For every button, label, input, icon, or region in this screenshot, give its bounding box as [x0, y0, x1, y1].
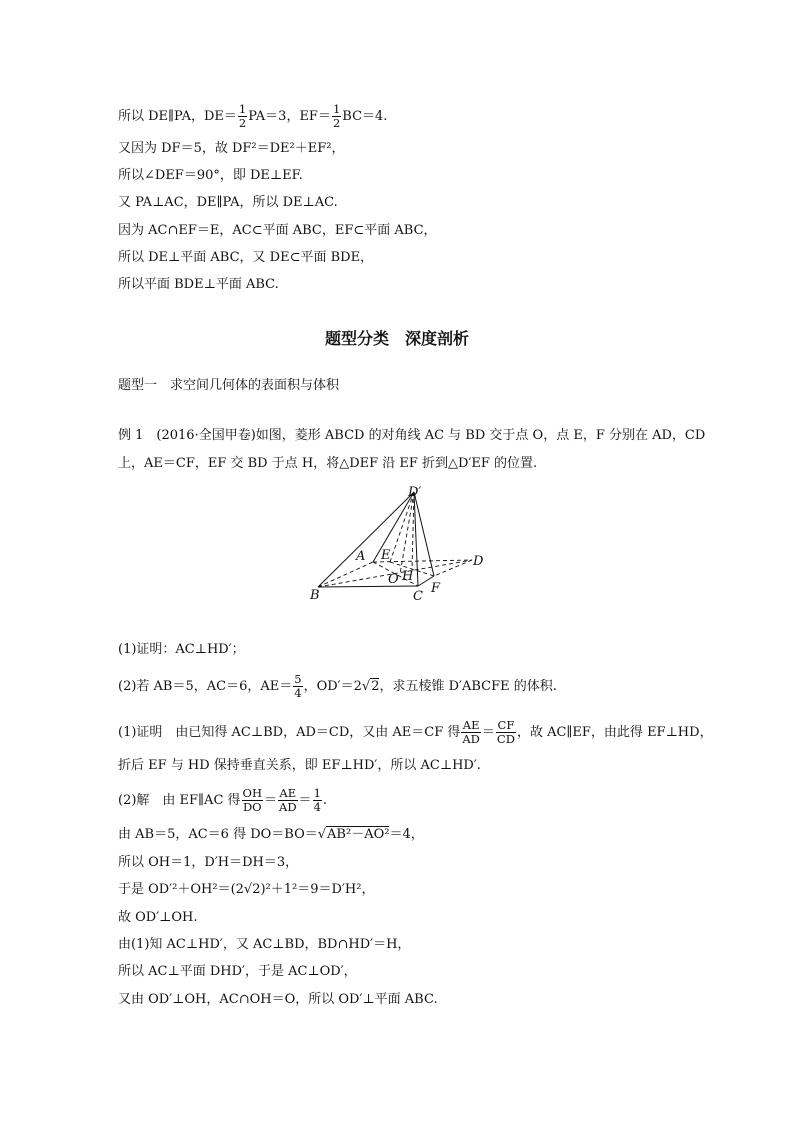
solution-line-3	[118, 787, 327, 814]
frac-den: CD	[496, 732, 515, 746]
frac-den: 4	[313, 800, 321, 814]
text: 所以 DE∥PA，DE＝	[118, 109, 237, 124]
text: ，OD′＝2	[303, 679, 362, 694]
text: ，故 AC∥EF，由此得 EF⊥HD，	[516, 725, 713, 740]
frac-den: DO	[242, 800, 262, 814]
fraction	[332, 103, 341, 130]
frac-num: 1	[238, 102, 247, 116]
frac-num: AE	[462, 718, 480, 732]
frac-num: 1	[313, 786, 321, 800]
label-D: D	[473, 554, 484, 569]
section-title: 题型分类 深度剖析	[324, 329, 469, 348]
label-F: F	[431, 581, 441, 596]
label-C: C	[413, 589, 423, 604]
label-O: O	[388, 572, 399, 587]
label-H: H	[402, 569, 414, 584]
frac-num: 5	[294, 672, 302, 686]
label-B: B	[310, 588, 320, 603]
fraction	[313, 787, 322, 814]
solution-line-5: 所以 OH＝1，D′H＝DH＝3，	[118, 855, 299, 870]
text: ＝	[298, 793, 312, 808]
text: ＝4，	[389, 827, 424, 842]
solution-line-2: 折后 EF 与 HD 保持垂直关系，即 EF⊥HD′，所以 AC⊥HD′.	[118, 758, 481, 773]
frac-num: OH	[242, 786, 262, 800]
solution-line-4: 由 AB＝5，AC＝6 得 DO＝BO＝√AB²－AO²＝4，	[118, 827, 424, 842]
proof-line-5: 因为 AC∩EF＝E，AC⊂平面 ABC，EF⊂平面 ABC，	[118, 223, 437, 238]
frac-num: CF	[497, 718, 515, 732]
label-A: A	[356, 549, 366, 564]
fraction	[238, 103, 247, 130]
text: 由 AB＝5，AC＝6 得 DO＝BO＝	[118, 827, 318, 842]
text: (2)解 由 EF∥AC 得	[118, 793, 241, 808]
question-1: (1)证明：AC⊥HD′；	[118, 642, 245, 657]
frac-num: 1	[332, 102, 341, 116]
solution-line-6: 于是 OD′²＋OH²＝(2√2)²＋1²＝9＝D′H²，	[118, 882, 375, 897]
text: ，求五棱锥 D′ABCFE 的体积.	[379, 679, 557, 694]
fraction	[293, 673, 302, 700]
fraction	[496, 719, 516, 746]
frac-den: 4	[294, 686, 302, 700]
frac-den: AD	[279, 800, 297, 814]
text: ＝	[264, 793, 278, 808]
solution-line-7: 故 OD′⊥OH.	[118, 910, 198, 925]
sqrt-radicand: 2	[371, 679, 380, 694]
sqrt-radicand: AB²－AO²	[327, 827, 390, 842]
example-line-2: 上，AE＝CF，EF 交 BD 于点 H，将△DEF 沿 EF 折到△D′EF 的位置.	[118, 456, 538, 471]
solution-line-9: 所以 AC⊥平面 DHD′，于是 AC⊥OD′，	[118, 964, 357, 979]
pyramid-figure	[300, 480, 500, 605]
edge-BA	[318, 562, 373, 587]
edge-BC	[318, 586, 418, 587]
solution-line-10: 又由 OD′⊥OH，AC∩OH＝O，所以 OD′⊥平面 ABC.	[118, 992, 438, 1007]
solution-line-1	[118, 719, 713, 746]
frac-num: AE	[279, 786, 297, 800]
proof-line-2: 又因为 DF＝5，故 DF²＝DE²＋EF²，	[118, 141, 345, 156]
fraction	[278, 787, 298, 814]
text: ＝	[481, 725, 495, 740]
text: .	[322, 793, 328, 808]
example-line-1: 例 1 (2016·全国甲卷)如图，菱形 ABCD 的对角线 AC 与 BD 交于点 O，点 E，F 分别在 AD，CD	[118, 428, 706, 443]
edge-DF	[434, 560, 472, 576]
text: PA＝3，EF＝	[248, 109, 331, 124]
label-D-prime: D′	[408, 485, 422, 500]
question-2: (2)若 AB＝5，AC＝6，AE＝ $\frac{5}{4}$ ，OD′＝2√2，求五棱锥 D′ABCFE 的体积.	[118, 672, 557, 700]
edge-BDp	[318, 492, 414, 587]
proof-line-1	[118, 103, 387, 130]
fraction	[242, 787, 263, 814]
proof-line-4: 又 PA⊥AC，DE∥PA，所以 DE⊥AC.	[118, 195, 338, 210]
proof-line-6: 所以 DE⊥平面 ABC，又 DE⊂平面 BDE，	[118, 250, 374, 265]
label-E: E	[381, 548, 391, 563]
proof-line-7: 所以平面 BDE⊥平面 ABC.	[118, 277, 279, 292]
fraction	[461, 719, 481, 746]
frac-den: AD	[462, 732, 480, 746]
text: (2)若 AB＝5，AC＝6，AE＝	[118, 679, 293, 694]
text: BC＝4.	[342, 109, 388, 124]
frac-den: 2	[332, 116, 341, 130]
subsection-title: 题型一 求空间几何体的表面积与体积	[118, 378, 340, 393]
text: (1)证明 由已知得 AC⊥BD，AD＝CD，又由 AE＝CF 得	[118, 725, 461, 740]
solution-line-8: 由(1)知 AC⊥HD′，又 AC⊥BD，BD∩HD′＝H，	[118, 937, 411, 952]
edge-DpH	[412, 492, 414, 570]
frac-den: 2	[238, 116, 247, 130]
proof-line-3: 所以∠DEF＝90°，即 DE⊥EF.	[118, 168, 303, 183]
